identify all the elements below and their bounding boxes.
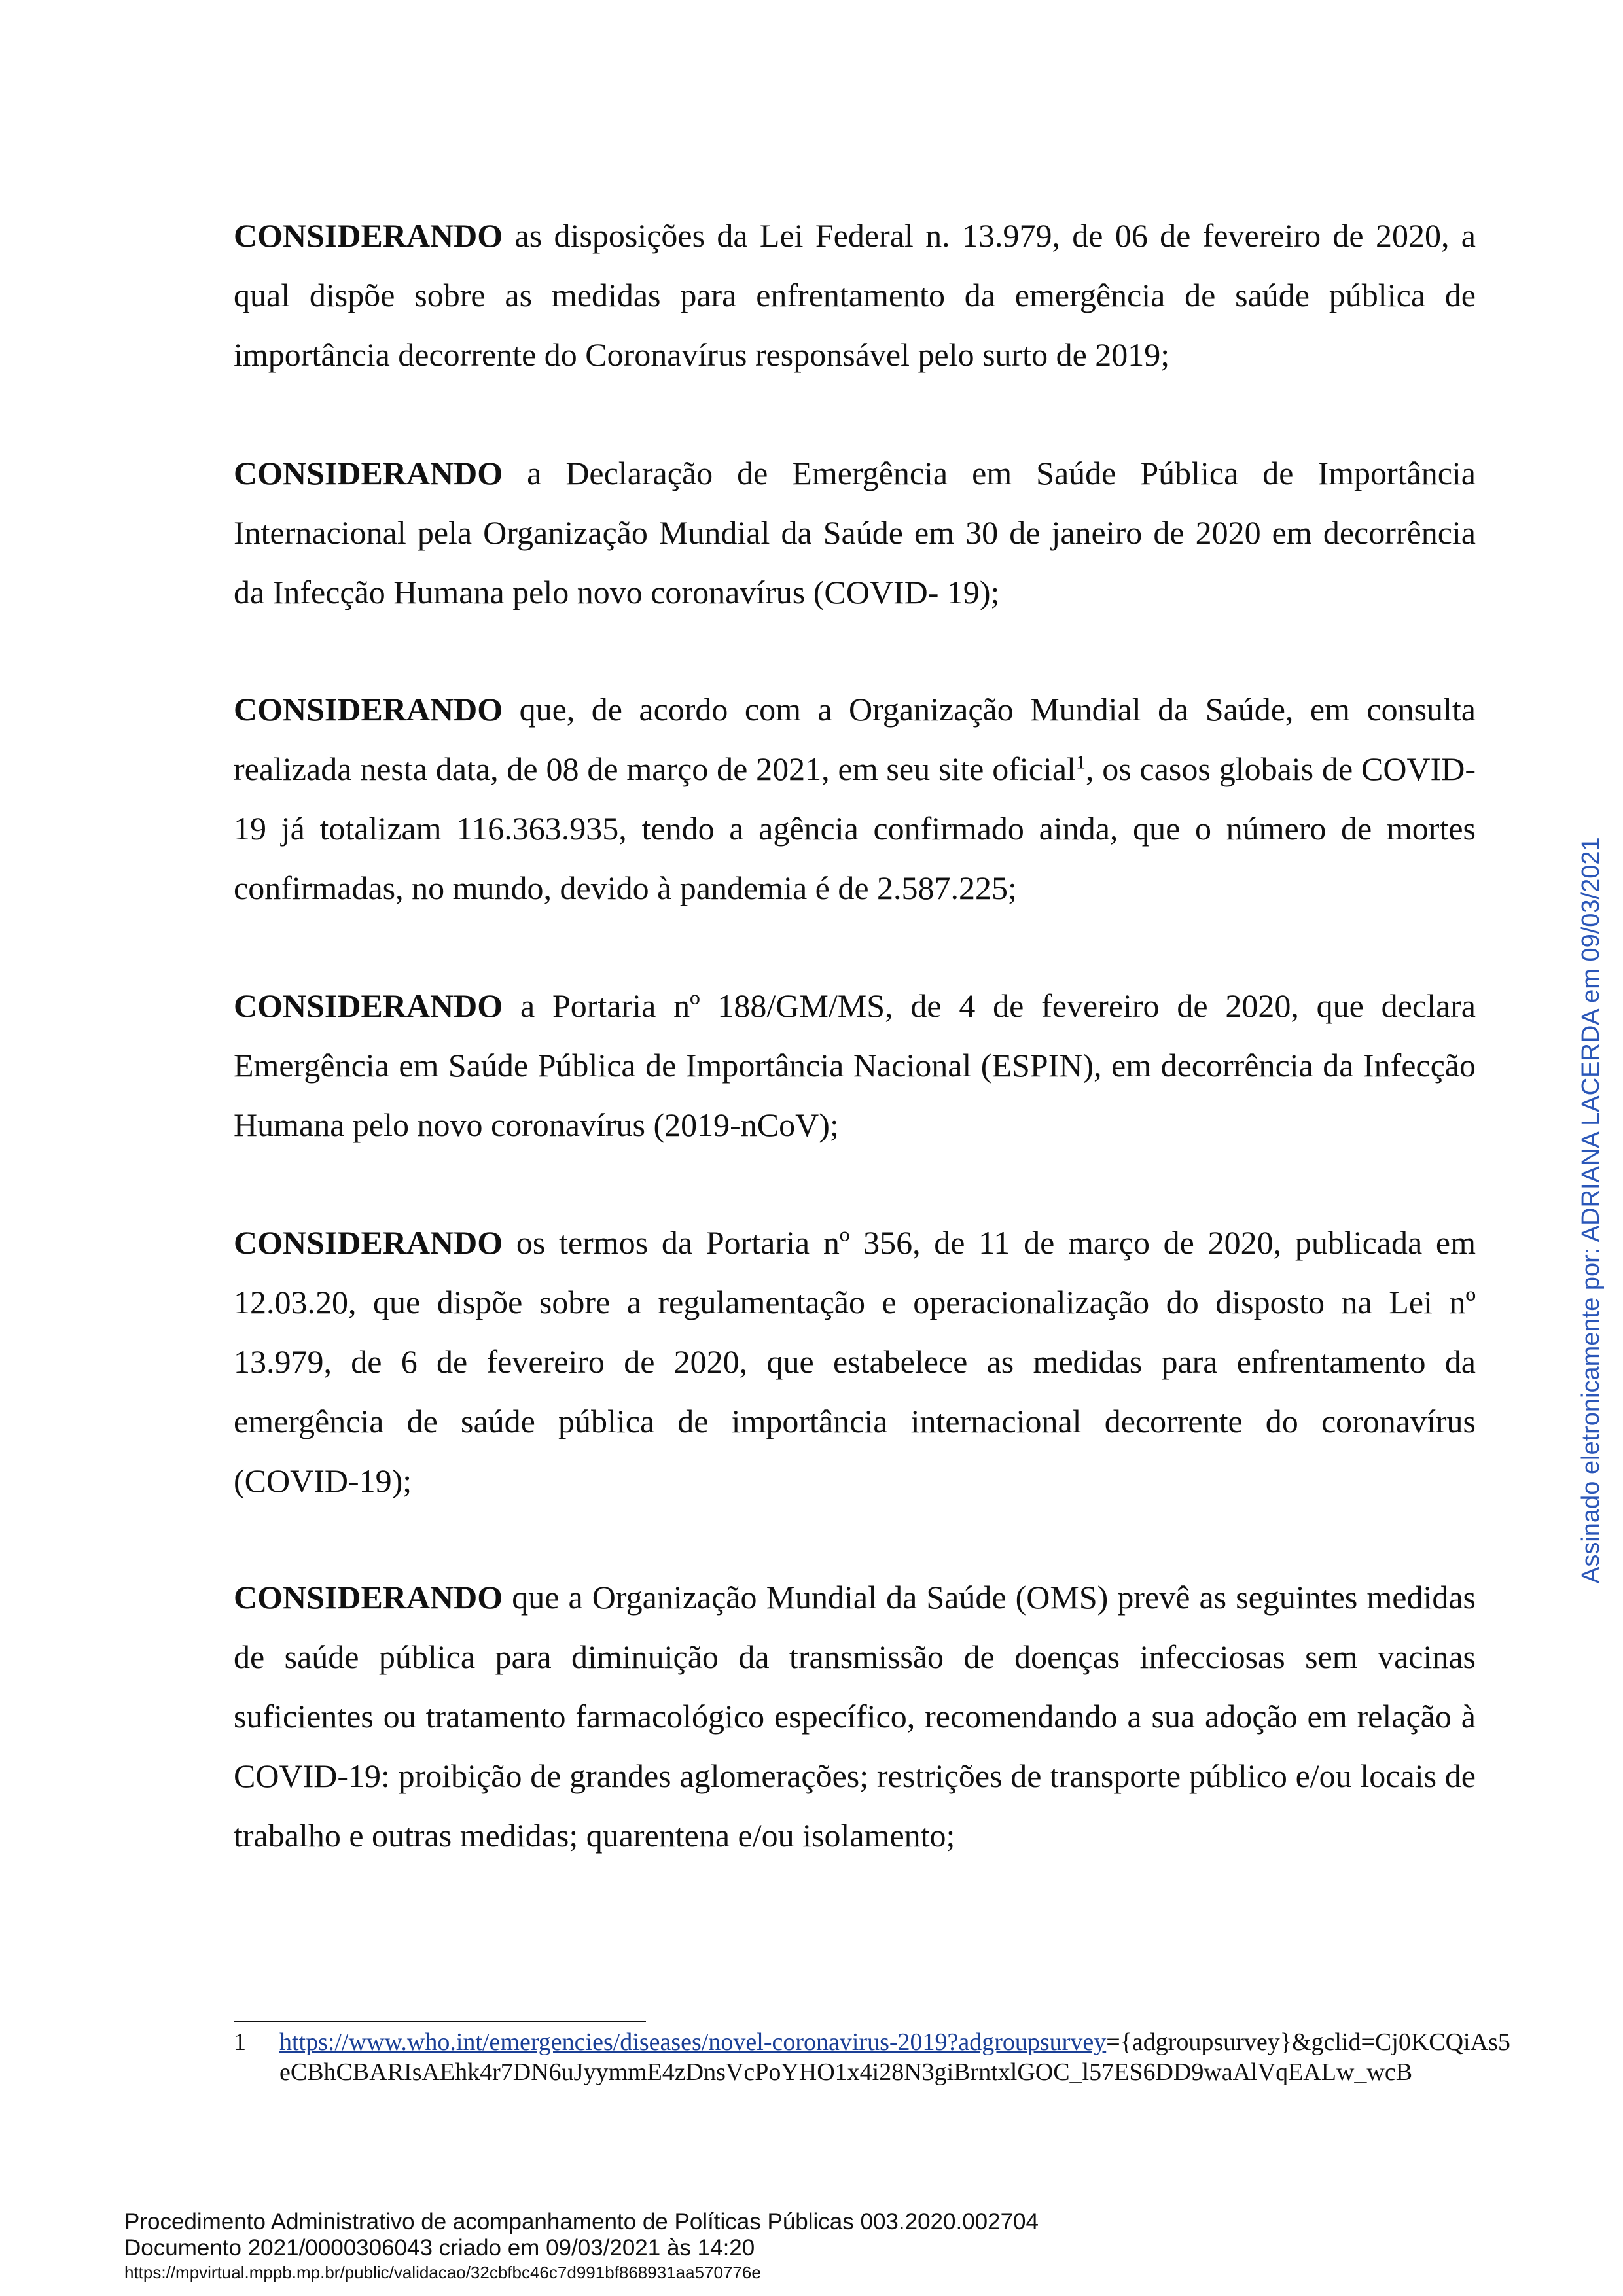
paragraph-text: que, de acordo com a Organização Mundial da Saúde, em consulta realizada nesta data, de 08 de março de 2021, em seu site oficial: [234, 691, 1476, 787]
paragraph-text: os termos da Portaria nº 356, de 11 de março de 2020, publicada em 12.03.20, que dispõe sobre a regulamentação e operacionalização do disposto na Lei nº 13.979, de 6 de fevereiro de 2020, que estabelece as medidas para enfrentamento da emergência de saúde pública de importância internacional decorrente do coronavírus (COVID-19);: [234, 1224, 1476, 1499]
paragraph-1: [234, 206, 1476, 385]
footnote-reference: 1: [1075, 751, 1086, 773]
paragraph-text: a Portaria nº 188/GM/MS, de 4 de fevereiro de 2020, que declara Emergência em Saúde Pública de Importância Nacional (ESPIN), em decorrência da Infecção Humana pelo novo coronavírus (2019-nCoV);: [234, 987, 1476, 1143]
footnote-divider: [234, 2021, 646, 2022]
paragraph-text: que a Organização Mundial da Saúde (OMS) prevê as seguintes medidas de saúde pública para diminuição da transmissão de doenças infecciosas sem vacinas suficientes ou tratamento farmacológico específico, recomendando a sua adoção em relação à COVID-19: proibição de grandes aglomerações; restrições de transporte público e/ou locais de trabalho e outras medidas; quarentena e/ou isolamento;: [234, 1579, 1476, 1854]
footnote-body: [279, 2027, 1516, 2087]
footnote-number: 1: [234, 2028, 246, 2056]
paragraph-lead: CONSIDERANDO: [234, 691, 503, 728]
paragraph-5: [234, 1213, 1476, 1511]
paragraph-6: [234, 1568, 1476, 1865]
footnote-link[interactable]: https://www.who.int/emergencies/diseases/novel-coronavirus-2019?adgroupsurvey: [279, 2028, 1107, 2056]
paragraph-4: [234, 976, 1476, 1155]
paragraph-lead: CONSIDERANDO: [234, 455, 503, 491]
paragraph-3: [234, 680, 1476, 918]
electronic-signature-stamp: Assinado eletronicamente por: ADRIANA LACERDA em 09/03/2021: [1577, 837, 1605, 1583]
paragraph-lead: CONSIDERANDO: [234, 1579, 503, 1616]
paragraph-text-continued: , os casos globais de COVID-19 já totalizam 116.363.935, tendo a agência confirmado ainda, que o número de mortes confirmadas, no mundo, devido à pandemia é de 2.587.225;: [234, 751, 1476, 906]
paragraph-text: as disposições da Lei Federal n. 13.979, de 06 de fevereiro de 2020, a qual dispõe sobre as medidas para enfrentamento da emergência de saúde pública de importância decorrente do Coronavírus responsável pelo surto de 2019;: [234, 217, 1476, 373]
paragraph-lead: CONSIDERANDO: [234, 1224, 503, 1261]
paragraph-text: a Declaração de Emergência em Saúde Pública de Importância Internacional pela Organização Mundial da Saúde em 30 de janeiro de 2020 em decorrência da Infecção Humana pelo novo coronavírus (COVID- 19);: [234, 455, 1476, 610]
footnote-link-rest: ={adgroupsurvey}&gclid=Cj0KCQiAs5eCBhCBARIsAEhk4r7DN6uJyymmE4zDnsVcPoYHO1x4i28N3giBrntxlGOC_l57ES6DD9waAlVqEALw_wcB: [279, 2028, 1510, 2086]
footer-validation-url[interactable]: https://mpvirtual.mppb.mp.br/public/validacao/32cbfbc46c7d991bf868931aa570776e: [124, 2263, 761, 2282]
footer-procedure-line: Procedimento Administrativo de acompanhamento de Políticas Públicas 003.2020.002704: [124, 2209, 1039, 2234]
footer-document-line: Documento 2021/0000306043 criado em 09/03/2021 às 14:20: [124, 2235, 755, 2261]
paragraph-lead: CONSIDERANDO: [234, 987, 503, 1024]
paragraph-2: [234, 444, 1476, 622]
paragraph-lead: CONSIDERANDO: [234, 217, 503, 254]
